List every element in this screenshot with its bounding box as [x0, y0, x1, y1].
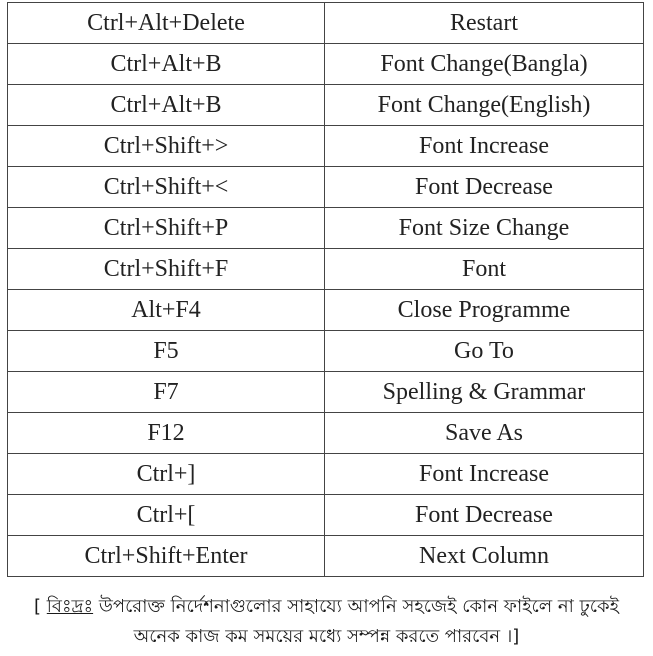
footnote-open-bracket: [ — [34, 596, 47, 617]
shortcut-action: Save As — [325, 413, 644, 454]
shortcut-action: Font Decrease — [325, 495, 644, 536]
footnote-text: উপরোক্ত নির্দেশনাগুলোর সাহায্যে আপনি সহজেই কোন ফাইলে না ঢুকেই অনেক কাজ কম সময়ের মধ্যে সম্পন্ন করতে পারবেন ।] — [93, 596, 619, 647]
table-row — [8, 44, 644, 85]
shortcut-keys: Ctrl+] — [8, 454, 325, 495]
shortcut-action: Spelling & Grammar — [325, 372, 644, 413]
table-row — [8, 85, 644, 126]
table-row — [8, 454, 644, 495]
shortcut-action: Font — [325, 249, 644, 290]
shortcut-table — [7, 2, 644, 577]
table-row — [8, 3, 644, 44]
shortcut-keys: Ctrl+[ — [8, 495, 325, 536]
shortcut-action: Font Increase — [325, 126, 644, 167]
shortcut-action: Go To — [325, 331, 644, 372]
shortcut-table-body — [8, 3, 644, 577]
shortcut-keys: Ctrl+Shift+F — [8, 249, 325, 290]
shortcut-action: Font Change(Bangla) — [325, 44, 644, 85]
shortcut-keys: Ctrl+Alt+B — [8, 44, 325, 85]
table-row — [8, 372, 644, 413]
shortcut-action: Font Decrease — [325, 167, 644, 208]
shortcut-keys: Alt+F4 — [8, 290, 325, 331]
shortcut-action: Font Change(English) — [325, 85, 644, 126]
shortcut-keys: Ctrl+Shift+Enter — [8, 536, 325, 577]
shortcut-keys: F5 — [8, 331, 325, 372]
table-row — [8, 249, 644, 290]
shortcut-keys: Ctrl+Alt+B — [8, 85, 325, 126]
shortcut-keys: Ctrl+Alt+Delete — [8, 3, 325, 44]
shortcut-action: Next Column — [325, 536, 644, 577]
shortcut-action: Close Programme — [325, 290, 644, 331]
table-row — [8, 495, 644, 536]
table-row — [8, 167, 644, 208]
table-row — [8, 208, 644, 249]
table-row — [8, 290, 644, 331]
table-row — [8, 331, 644, 372]
footnote-label: বিঃদ্রঃ — [46, 596, 94, 617]
shortcut-action: Font Increase — [325, 454, 644, 495]
table-row — [8, 536, 644, 577]
table-row — [8, 126, 644, 167]
shortcut-keys: F7 — [8, 372, 325, 413]
table-row — [8, 413, 644, 454]
shortcut-action: Restart — [325, 3, 644, 44]
shortcut-keys: F12 — [8, 413, 325, 454]
shortcut-keys: Ctrl+Shift+> — [8, 126, 325, 167]
shortcut-keys: Ctrl+Shift+< — [8, 167, 325, 208]
shortcut-keys: Ctrl+Shift+P — [8, 208, 325, 249]
shortcut-action: Font Size Change — [325, 208, 644, 249]
footnote — [10, 592, 643, 652]
